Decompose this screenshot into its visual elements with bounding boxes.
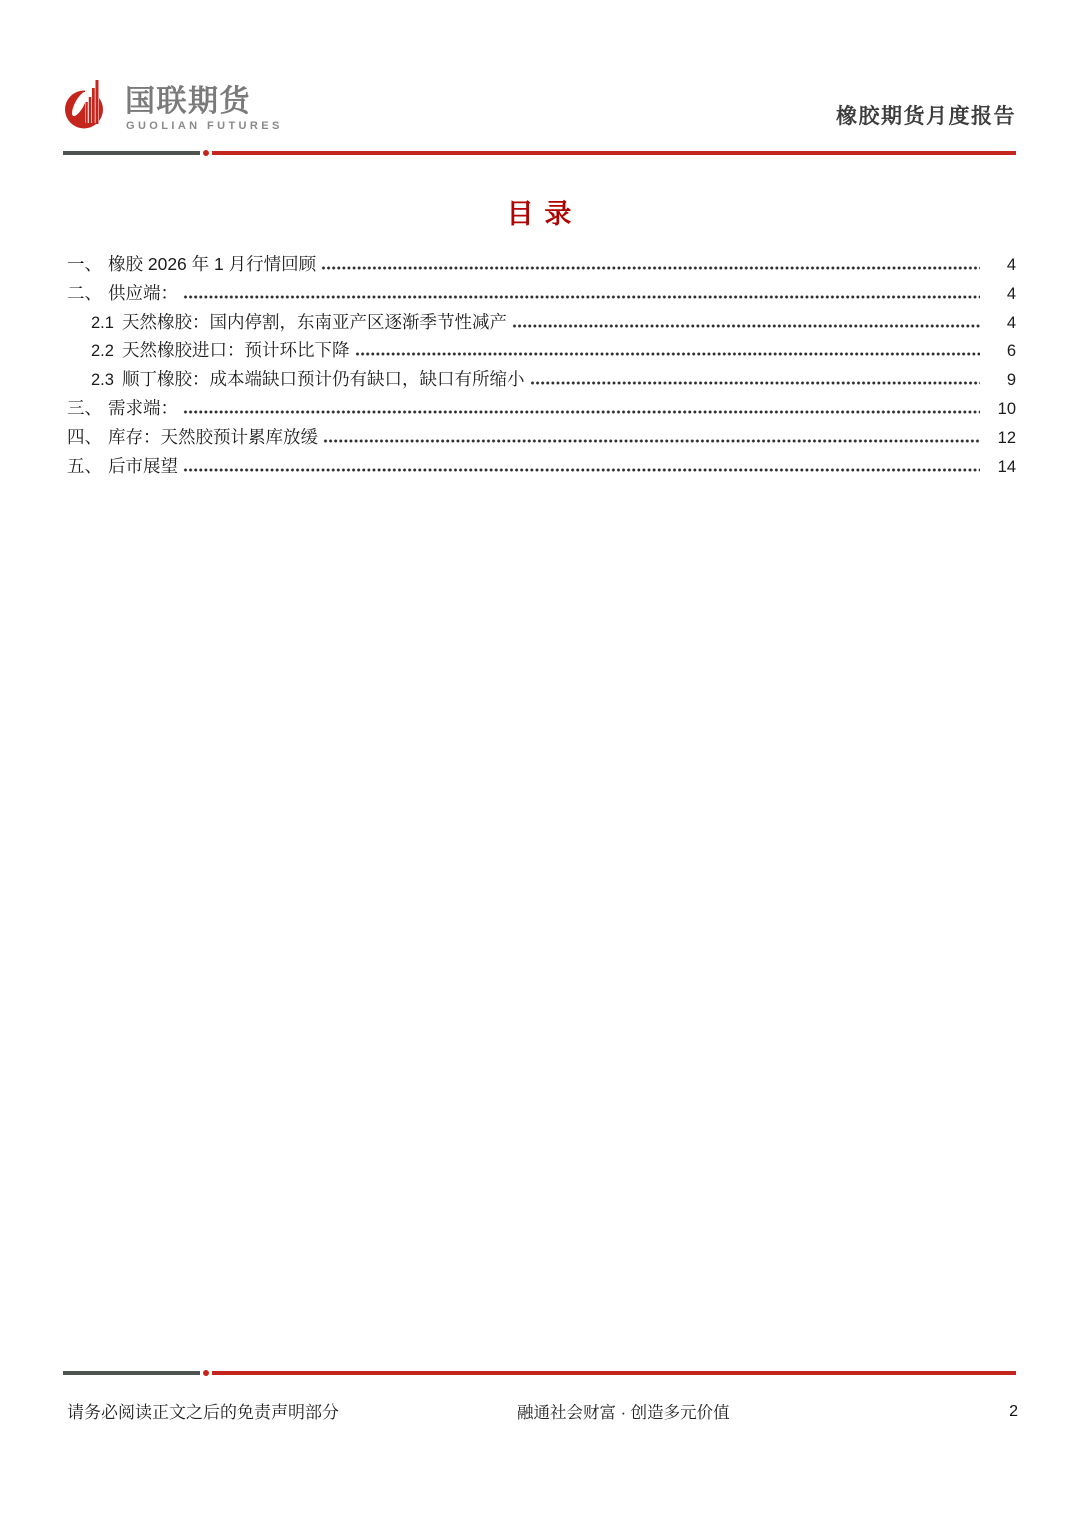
toc-entry[interactable]	[67, 308, 1016, 337]
toc-entry-label: 库存：天然胶预计累库放缓	[108, 426, 318, 447]
toc-entry-label: 天然橡胶进口：预计环比下降	[122, 340, 350, 361]
divider-dark-segment	[63, 1371, 200, 1375]
dot-leader	[323, 439, 980, 443]
footer-page-number: 2	[1009, 1403, 1018, 1420]
report-type-title: 橡胶期货月度报告	[836, 104, 1016, 128]
toc-entry-page: 4	[1006, 284, 1016, 303]
dot-leader	[355, 352, 981, 356]
toc-title: 目 录	[506, 199, 574, 229]
toc-entry-page: 14	[997, 457, 1016, 476]
toc-entry-marker: 2.2	[91, 342, 114, 361]
dot-leader	[183, 295, 980, 299]
dot-leader	[183, 410, 980, 414]
toc-entry-marker: 五、	[67, 455, 102, 476]
toc-entry-marker: 三、	[67, 397, 102, 418]
toc-entry[interactable]	[67, 279, 1016, 308]
toc-entry-page: 4	[1006, 256, 1016, 274]
toc-entry-marker: 2.1	[91, 313, 114, 332]
divider-red-segment	[212, 151, 1016, 155]
toc-entry-page: 4	[1006, 313, 1016, 332]
toc-entry-label: 需求端：	[108, 397, 178, 418]
toc-entry-marker: 一、	[67, 254, 102, 274]
footer-divider	[63, 1370, 1016, 1376]
dot-leader	[530, 381, 981, 385]
toc-entry-page: 12	[997, 428, 1016, 447]
toc-entry-page: 9	[1006, 371, 1016, 390]
toc-entry-label: 供应端：	[108, 282, 178, 303]
header-divider	[63, 150, 1016, 156]
logo-company-name: 国联期货	[125, 85, 251, 118]
logo-company-name-en: GUOLIAN FUTURES	[126, 120, 283, 132]
toc-entry[interactable]	[67, 423, 1016, 452]
toc-entry[interactable]	[67, 336, 1016, 365]
toc-entry-label: 顺丁橡胶：成本端缺口预计仍有缺口，缺口有所缩小	[122, 369, 525, 390]
toc-entry-label: 橡胶 2026 年 1 月行情回顾	[108, 254, 317, 274]
toc-entry-page: 6	[1006, 342, 1016, 361]
toc-entry-label: 后市展望	[108, 455, 178, 476]
footer-slogan: 融通社会财富 · 创造多元价值	[517, 1404, 730, 1422]
footer-disclaimer: 请务必阅读正文之后的免责声明部分	[67, 1403, 339, 1422]
toc-entry-marker: 二、	[67, 282, 102, 303]
guolian-logo-icon	[65, 79, 109, 129]
dot-leader	[183, 468, 980, 472]
divider-dark-segment	[63, 151, 200, 155]
toc-entry-marker: 2.3	[91, 371, 114, 390]
toc-entry-label: 天然橡胶：国内停割，东南亚产区逐渐季节性减产	[122, 311, 507, 332]
toc-entry[interactable]	[67, 394, 1016, 423]
toc-entry[interactable]	[67, 365, 1016, 394]
toc-list	[67, 250, 1016, 480]
toc-entry-page: 10	[997, 399, 1016, 418]
toc-entry[interactable]	[67, 452, 1016, 481]
dot-leader	[321, 266, 980, 270]
dot-leader	[512, 324, 980, 328]
divider-red-segment	[212, 1371, 1016, 1375]
toc-entry[interactable]	[67, 250, 1016, 279]
toc-entry-marker: 四、	[67, 426, 102, 447]
